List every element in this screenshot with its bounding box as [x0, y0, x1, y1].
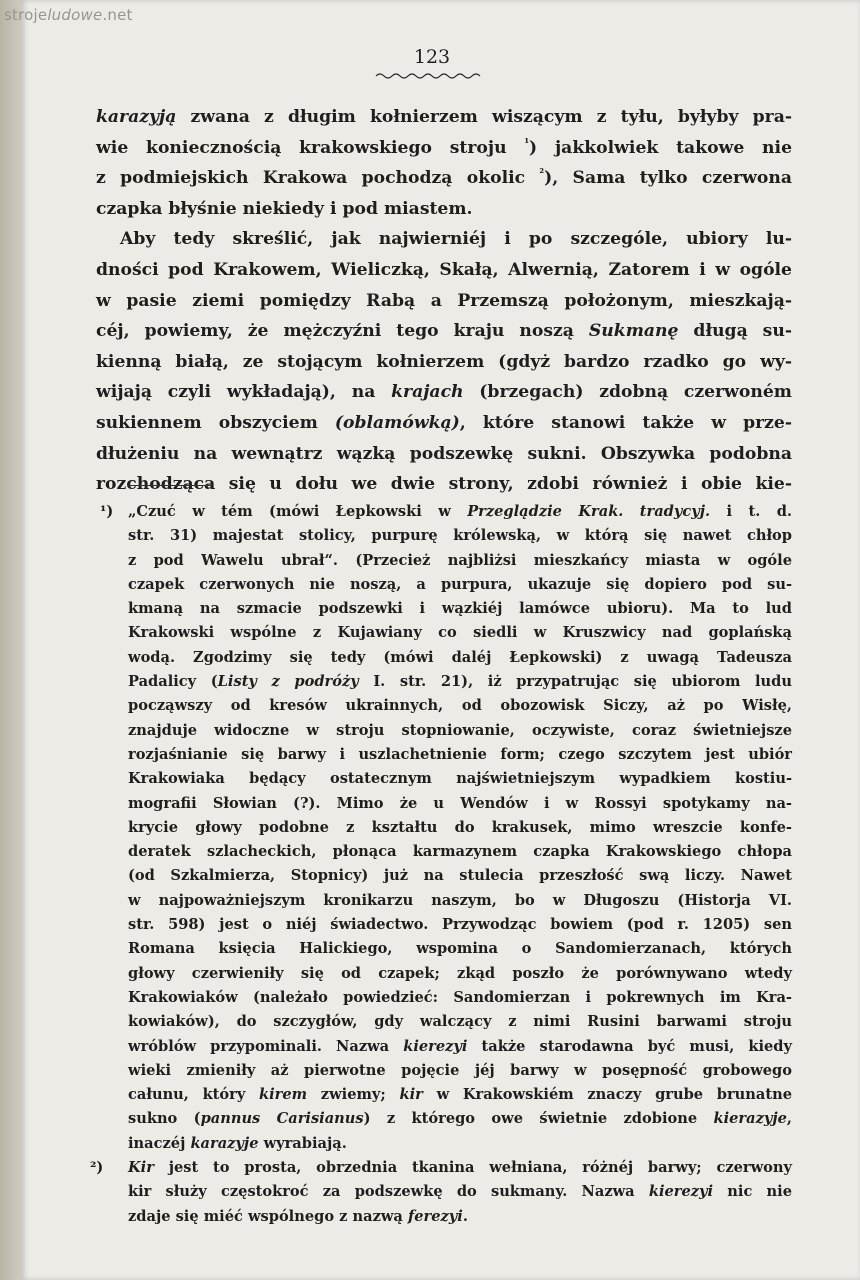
text-run: Aby tedy skreślić, jak najwierniéj i po szczególe, ubiory lu-: [120, 229, 792, 250]
italic-term: Sukmanę: [588, 321, 679, 342]
text-line: [96, 133, 792, 164]
text-run: w najpoważniejszym kronikarzu naszym, bo w Długoszu (Historja VI.: [128, 891, 792, 909]
text-line: [128, 1010, 792, 1034]
text-line: [128, 719, 792, 743]
text-run: str. 31) majestat stolicy, purpurę królewską, w którą się nawet chłop: [128, 527, 792, 545]
text-run: mografii Słowian (?). Mimo że u Wendów i w Rossyi spotykamy na-: [128, 794, 792, 812]
italic-term: Kir: [128, 1159, 154, 1177]
text-run: ) z którego owe świetnie zdobione: [363, 1110, 714, 1128]
text-line: [96, 286, 792, 317]
text-run: wijają czyli wykładają), na: [96, 382, 392, 403]
text-run: Krakowiaków (należało powiedzieć: Sandomierzan i pokrewnych im Kra-: [128, 988, 792, 1006]
text-run: zwana z długim kołnierzem wiszącym z tyłu, byłyby pra-: [176, 107, 792, 127]
footnote-marker: ²): [90, 1159, 104, 1177]
text-line: [128, 670, 792, 694]
text-run: znajduje widoczne w stroju stopniowanie, oczywiste, coraz świetniejsze: [128, 721, 792, 739]
text-run: zdaje się miéć wspólnego z nazwą: [128, 1207, 408, 1225]
footnote-reference: ¹: [524, 135, 530, 149]
footnote-marker: ¹): [100, 503, 114, 520]
text-line: [128, 1205, 792, 1229]
text-run: ), Sama tylko czerwona: [544, 168, 792, 189]
text-line: [90, 1156, 792, 1180]
italic-term: karazyje: [190, 1134, 259, 1152]
text-run: jest to prosta, obrzednia tkanina wełniana, różnéj barwy; czerwony: [153, 1159, 792, 1177]
text-line: [96, 347, 792, 378]
text-run: kienną białą, ze stojącym kołnierzem (gdyż bardzo rzadko go wy-: [96, 351, 792, 372]
text-run: głowy czerwieniły się od czapek; zkąd poszło że porównywano wtedy: [128, 964, 792, 982]
text-line: [128, 889, 792, 913]
text-run: począwszy od kresów ukrainnych, od obozowisk Siczy, aż po Wisłę,: [128, 697, 792, 715]
text-run: ) jakkolwiek takowe nie: [529, 137, 793, 158]
text-line: [96, 316, 792, 347]
text-line: [96, 408, 792, 439]
text-run: wyrabiają.: [258, 1134, 347, 1152]
text-run: Krakowiaka będący ostatecznym najświetniejszym wypadkiem kostiu-: [128, 770, 792, 788]
page-number: 123: [413, 46, 451, 68]
text-run: w Krakowskiém znaczy grube brunatne: [422, 1086, 792, 1104]
text-line: [96, 163, 792, 194]
text-run: kmaną na szmacie podszewki i wązkiéj lamówce ubioru). Ma to lud: [128, 600, 792, 618]
book-page: [22, 0, 860, 1280]
text-run: sukno (: [128, 1110, 201, 1128]
text-line: [128, 694, 792, 718]
text-run: (od Szkalmierza, Stopnicy) już na stulecia przeszłość swą liczy. Nawet: [128, 867, 792, 885]
text-run: wróblów przypominali. Nazwa: [128, 1037, 404, 1055]
text-line: [128, 743, 792, 767]
text-run: długą su-: [678, 321, 792, 342]
text-run: z podmiejskich Krakowa pochodzą okolic: [96, 168, 540, 189]
text-line: [96, 194, 792, 225]
italic-term: Przeglądzie Krak. tradycyj.: [467, 503, 711, 520]
text-run: wodą. Zgodzimy się tedy (mówi daléj Łepkowski) z uwagą Tadeusza: [128, 648, 792, 666]
text-line: [100, 500, 792, 524]
text-run: str. 598) jest o niéj świadectwo. Przywodząc bowiem (pod r. 1205) sen: [128, 916, 792, 934]
text-run: także starodawna być musi, kiedy: [467, 1037, 792, 1055]
italic-term: (oblamówką): [334, 412, 460, 433]
text-line: [128, 549, 792, 573]
text-line: [96, 102, 792, 133]
text-run: Krakowski wspólne z Kujawiany co siedli w Kruszwicy nad goplańską: [128, 624, 792, 642]
text-run: zwiemy;: [307, 1086, 400, 1104]
italic-term: pannus Carisianus: [200, 1110, 364, 1128]
text-line: [128, 816, 792, 840]
italic-term: kir: [399, 1086, 423, 1104]
footnotes: [90, 500, 792, 1229]
text-line: [128, 1035, 792, 1059]
site-watermark: strojeludowe.net: [4, 6, 133, 24]
text-run: i t. d.: [710, 503, 792, 520]
italic-term: krajach: [391, 382, 464, 403]
text-run: rozjaśnianie się barwy i uszlachetnienie form; czego szczytem jest ubiór: [128, 745, 792, 763]
footnote-separator: [128, 485, 212, 486]
text-run: deratek szlacheckich, płonąca karmazynem czapka Krakowskiego chłopa: [128, 843, 792, 861]
text-run: I. str. 21), iż przypatrując się ubiorom ludu: [358, 673, 792, 691]
text-line: [96, 377, 792, 408]
text-line: [128, 1180, 792, 1204]
text-run: czapka błyśnie niekiedy i pod miastem.: [96, 198, 473, 219]
text-line: [128, 646, 792, 670]
text-run: Romana księcia Halickiego, wspomina o Sandomierzanach, których: [128, 940, 792, 958]
text-line: [128, 573, 792, 597]
italic-term: Listy z podróży: [217, 673, 359, 691]
text-run: céj, powiemy, że mężczyźni tego kraju noszą: [96, 321, 589, 342]
text-line: [128, 864, 792, 888]
text-run: inaczéj: [128, 1134, 191, 1152]
text-line: [96, 224, 792, 255]
text-run: całunu, który: [128, 1086, 260, 1104]
text-run: czapek czerwonych nie noszą, a purpura, ukazuje się dopiero pod su-: [128, 575, 792, 593]
text-line: [96, 439, 792, 470]
text-run: z pod Wawelu ubrał“. (Przecież najbliżsi mieszkańcy miasta w ogóle: [128, 551, 792, 569]
text-line: [128, 1107, 792, 1131]
text-line: [128, 1132, 792, 1156]
text-line: [128, 524, 792, 548]
text-run: Padalicy (: [128, 673, 218, 691]
text-run: kir służy częstokroć za podszewkę do sukmany. Nazwa: [128, 1183, 649, 1201]
text-line: [128, 840, 792, 864]
wavy-ornament: [374, 70, 484, 82]
text-run: dności pod Krakowem, Wieliczką, Skałą, Alwernią, Zatorem i w ogóle: [96, 259, 792, 280]
text-line: [128, 792, 792, 816]
italic-term: kierezyi: [648, 1183, 714, 1201]
text-line: [128, 986, 792, 1010]
text-line: [128, 1083, 792, 1107]
text-run: dłużeniu na wewnątrz wązką podszewkę sukni. Obszywka podobna: [96, 443, 792, 464]
italic-term: karazyją: [96, 107, 177, 127]
text-run: nic nie: [713, 1183, 792, 1201]
text-run: „Czuć w tém (mówi Łepkowski w: [128, 503, 468, 520]
text-run: , które stanowi także w prze-: [459, 412, 792, 433]
book-gutter: [0, 0, 22, 1280]
text-run: krycie głowy podobne z kształtu do krakusek, mimo wreszcie konfe-: [128, 818, 792, 836]
main-body-text: [96, 102, 792, 500]
bleed-through-text: [790, 120, 860, 1220]
italic-term: kierazyje: [713, 1110, 787, 1128]
text-run: rozchodząca się u dołu we dwie strony, zdobi również i obie kie-: [96, 474, 792, 495]
text-run: w pasie ziemi pomiędzy Rabą a Przemszą położonym, mieszkają-: [96, 290, 792, 311]
text-line: [128, 767, 792, 791]
text-run: ,: [786, 1110, 792, 1128]
text-line: [128, 1059, 792, 1083]
text-line: [128, 962, 792, 986]
text-run: .: [462, 1207, 468, 1225]
text-run: (brzegach) zdobną czerwoném: [463, 382, 792, 403]
text-run: wieki zmieniły aż pierwotne pojęcie jéj barwy w posępność grobowego: [128, 1061, 792, 1079]
text-run: sukiennem obszyciem: [96, 412, 335, 433]
text-run: kowiaków), do szczygłów, gdy walczący z nimi Rusini barwami stroju: [128, 1013, 792, 1031]
italic-term: kierezyi: [403, 1037, 468, 1055]
footnote-reference: ²: [539, 166, 545, 180]
italic-term: ferezyi: [407, 1207, 463, 1225]
text-line: [128, 597, 792, 621]
text-line: [128, 937, 792, 961]
text-line: [128, 621, 792, 645]
text-run: wie koniecznością krakowskiego stroju: [96, 137, 525, 158]
text-line: [96, 255, 792, 286]
italic-term: kirem: [259, 1086, 308, 1104]
text-line: [128, 913, 792, 937]
